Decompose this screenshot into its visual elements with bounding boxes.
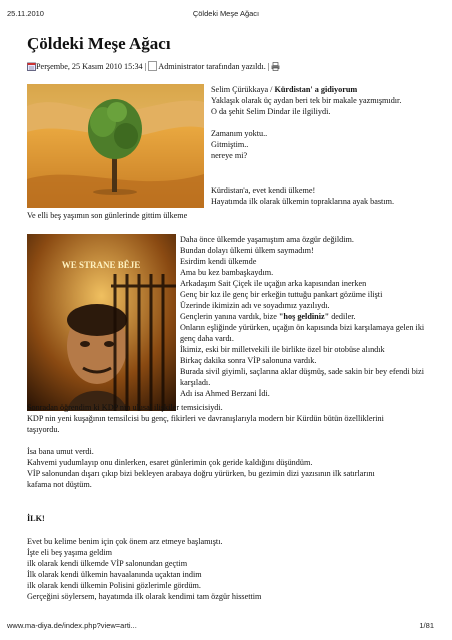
footer-page-number: 1/81 [419, 621, 434, 630]
intro-subtitle: Kürdistan' a gidiyorum [274, 85, 358, 94]
body-line: İsa bana umut verdi. [27, 447, 94, 456]
body-line: KDP nin yeni kuşağının temsilcisi bu genç, fikirleri ve davranışlarıyla modern bir Kürdün bütün özelliklerini [27, 414, 384, 423]
side-line: Adı isa Ahmed Berzani İdi. [180, 389, 270, 398]
welcome-line [180, 311, 356, 322]
welcome-before: Gençlerin yanına vardık, bize [180, 312, 279, 321]
poem-line: nereye mi? [211, 151, 248, 160]
footer-url[interactable]: www.ma-diya.de/index.php?view=arti... [7, 621, 137, 630]
calendar-icon [27, 62, 36, 71]
body-line: Sonradan öğrendim ki KDP nin ulusal ilişkiler temsicisiydi. [27, 403, 223, 412]
body-line: İlk olarak kendi ülkemin havaalanında uçaktan indim [27, 570, 202, 579]
body-line: taşıyordu. [27, 425, 60, 434]
side-line: Burada sivil giyimli, saçlarına aklar düşmüş, sade sakin bir bey efendi bizi [180, 367, 424, 376]
side-line: Onların eşliğinde yürürken, uçağın ön kapısında bizi karşılamaya gelen iki [180, 323, 425, 332]
body-line: İşte eli beş yaşıma geldim [27, 548, 113, 557]
welcome-after: dediler. [329, 312, 356, 321]
poem-line: Zamanım yoktu.. [211, 129, 268, 138]
print-date: 25.11.2010 [7, 9, 44, 18]
side-line: Esirdim kendi ülkemde [180, 257, 257, 266]
poem-line: Gitmiştim.. [211, 140, 249, 149]
intro-author-line [211, 84, 357, 95]
meta-separator-2: | [267, 61, 270, 71]
side-line: genç daha vardı. [180, 334, 234, 343]
side-line: Genç bir kız ile genç bir erkeğin tuttuğu pankart gözüme ilişti [180, 290, 383, 299]
body-line: VİP salonundan dışarı çıkıp bizi bekleyen arabaya doğru yürürken, bu gezimin dizi yazısının ilk satırlarını [27, 469, 375, 478]
meta-separator: | [144, 61, 147, 71]
side-line: İkimiz, eski bir milletvekili ile birlikte özel bir otobüse alındık [180, 345, 385, 354]
side-line: Birkaç dakika sonra VİP salonuna vardık. [180, 356, 317, 365]
print-footer [0, 621, 452, 633]
image-caption: Ve elli beş yaşımın son günlerinde gittim ülkeme [27, 211, 188, 220]
body-line: Evet bu kelime benim için çok önem arz etmeye başlamıştı. [27, 537, 223, 546]
body-line: ilk olarak kendi ülkemin Polisini gözlerimle gördüm. [27, 581, 201, 590]
article-author: Administrator tarafından yazıldı. [158, 61, 266, 71]
portrait-book-cover-image [27, 234, 176, 411]
article-title: Çöldeki Meşe Ağacı [27, 34, 171, 53]
body-line: ilk olarak kendi ülkemde VİP salonundan geçtim [27, 559, 188, 568]
body-line: Kahvemi yudumlayıp onu dinlerken, esaret günlerimin çok geride kaldığını düşündüm. [27, 458, 313, 467]
intro-author: Selim Çürükkaya / [211, 85, 275, 94]
side-line: Ama bu kez bambaşkaydım. [180, 268, 274, 277]
print-title: Çöldeki Meşe Ağacı [192, 9, 260, 18]
cover-title-text: WE STRANE BÊJE [61, 260, 141, 270]
side-line: Üzerinde ikimizin adı ve soyadımız yazılıydı. [180, 301, 330, 310]
print-icon[interactable] [271, 62, 280, 71]
welcome-bold: "hoş geldiniz" [278, 312, 330, 321]
desert-tree-image [27, 84, 204, 208]
side-line: Daha önce ülkemde yaşamıştım ama özgür değildim. [180, 235, 354, 244]
intro-line: Yaklaşık olarak üç aydan beri tek bir makale yazmışmıdır. [211, 96, 402, 105]
intro-line: O da şehit Selim Dindar ile ilgiliydi. [211, 107, 331, 116]
ilk-heading: İLK! [27, 514, 45, 523]
body-line: Gerçeğini söylersem, hayatımda ilk olarak kendimi tam özgür hissettim [27, 592, 262, 601]
side-line: Bundan dolayı ülkemi ülkem saymadım! [180, 246, 314, 255]
article-meta [27, 61, 280, 71]
kurdistan-line: Hayatımda ilk olarak ülkemin topraklarına ayak bastım. [211, 197, 395, 206]
kurdistan-line: Kürdistan'a, evet kendi ülkeme! [211, 186, 316, 195]
print-header [0, 9, 452, 21]
article-date: Perşembe, 25 Kasım 2010 15:34 [36, 61, 143, 71]
side-line: karşıladı. [180, 378, 211, 387]
body-line: kafama not düştüm. [27, 480, 92, 489]
user-icon [148, 61, 157, 71]
side-line: Arkadaşım Sait Çiçek ile uçağın arka kapısından inerken [180, 279, 367, 288]
